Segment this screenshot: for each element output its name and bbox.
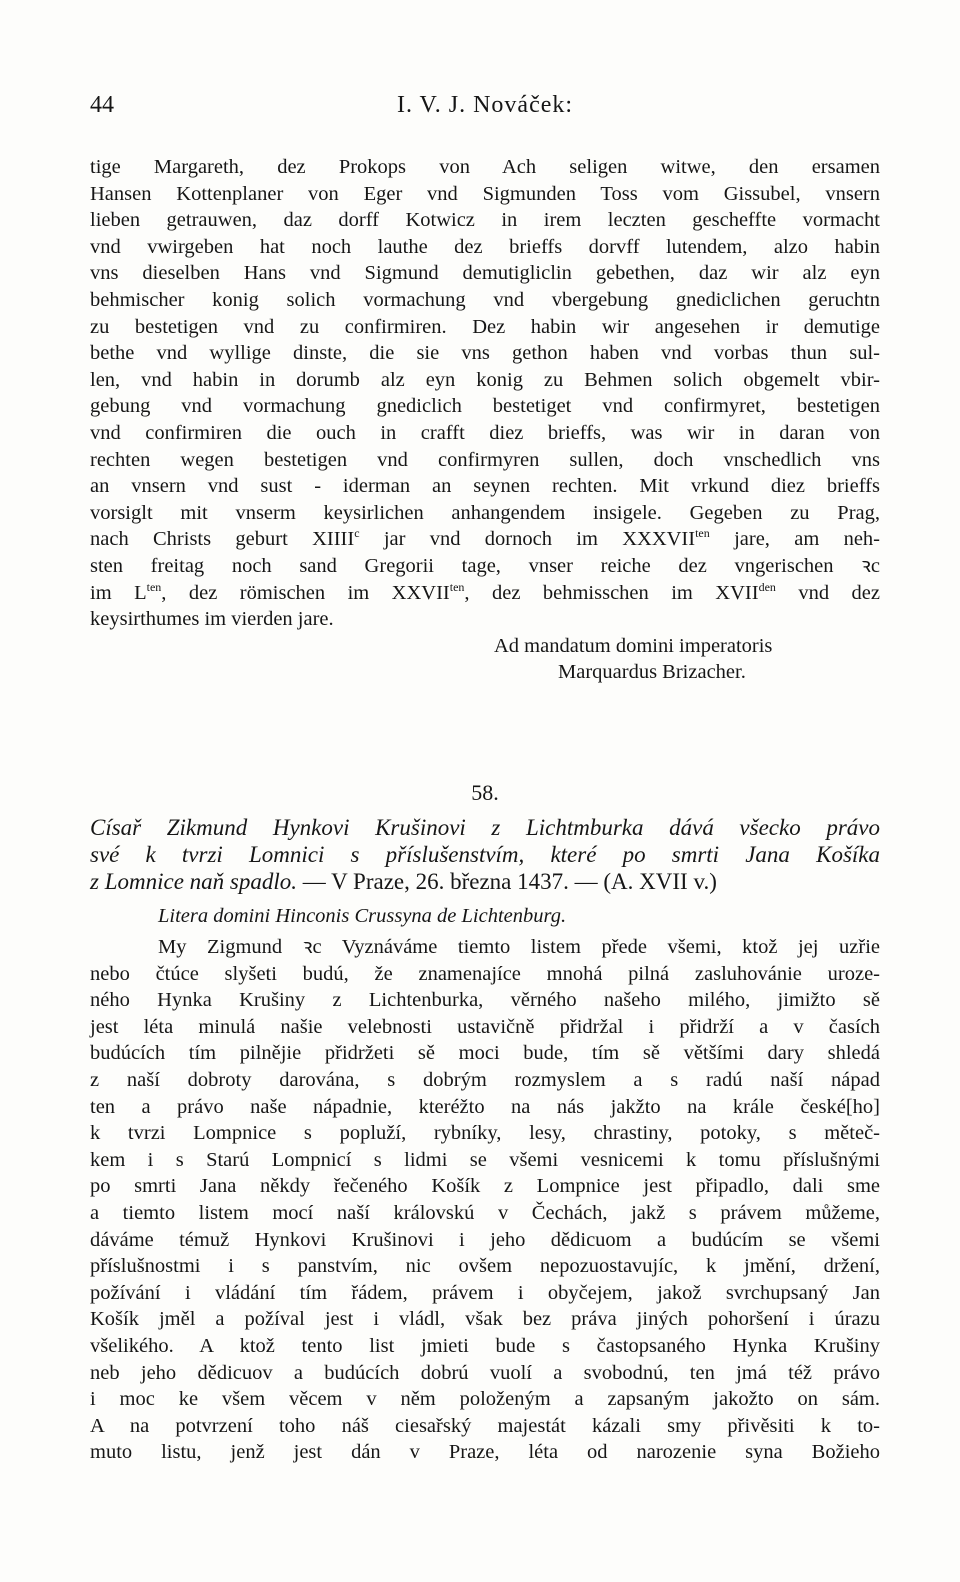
text-fragment: jar vnd dornoch im XXXVII	[359, 528, 696, 551]
text-line: budúcích tím pilnějie přidržeti sě moci bude, tím sě většími dary shledá	[90, 1042, 880, 1065]
document-address: Litera domini Hinconis Crussyna de Lichtenburg.	[158, 905, 567, 928]
text-fragment: , dez behmisschen im XVII	[464, 581, 759, 604]
title-date: — V Praze, 26. března 1437. — (A. XVII v.)	[297, 869, 717, 895]
page-header	[90, 92, 880, 126]
charter-continuation	[90, 154, 880, 686]
text-line: a tiemto listem mocí naší královskú v Čechách, jakž s právem můžeme,	[90, 1202, 880, 1224]
superscript: ten	[146, 579, 162, 594]
text-line: všelikého. A ktož tento list jmieti bude s častopsaného Hynka Krušiny	[90, 1334, 880, 1357]
text-line: požívání i vládání tím řádem, právem i obyčejem, jakož svrchupsaný Jan	[90, 1281, 880, 1304]
text-line: vorsiglt mit vnserm keysirlichen anhangendem insigele. Gegeben zu Prag,	[90, 501, 880, 524]
text-line: zu bestetigen vnd zu confirmiren. Dez habin wir angesehen ir demutige	[90, 315, 880, 338]
text-line: Košík jměl a požíval jest i vládl, však bez práva jiných pohoršení i úrazu	[90, 1308, 880, 1331]
text-fragment: vnd dez	[775, 581, 880, 604]
title-line	[90, 868, 880, 895]
running-title: I. V. J. Nováček:	[396, 92, 574, 118]
document-title	[90, 814, 880, 895]
superscript: ten	[695, 526, 710, 541]
text-line-date	[90, 526, 880, 553]
text-line: bethe vnd wyllige dinste, die sie vns gethon haben vnd vorbas thun sul-	[90, 342, 880, 365]
text-line: len, vnd habin in dorumb alz eyn konig zu Behmen solich obgemelt vbir-	[90, 368, 880, 391]
text-fragment: im L	[90, 581, 147, 604]
title-line: své k tvrzi Lomnici s příslušenstvím, které po smrti Jana Košíka	[90, 842, 880, 868]
text-line: z naší dobroty darována, s dobrým rozmyslem a s radú naší nápad	[90, 1069, 880, 1092]
text-line: dáváme témuž Hynkovi Krušinovi i jeho dědicuom a budúcím se všemi	[90, 1228, 880, 1251]
text-line: behmischer konig solich vormachung vnd vbergebung gnediclichen geruchtn	[90, 288, 880, 311]
superscript: c	[354, 526, 360, 541]
page-body	[90, 154, 880, 1466]
signature-line: Ad mandatum domini imperatoris	[494, 634, 773, 657]
text-line: keysirthumes im vierden jare.	[90, 608, 334, 631]
superscript: ten	[449, 579, 465, 594]
page-number: 44	[90, 92, 114, 118]
text-line: tige Margareth, dez Prokops von Ach seligen witwe, den ersamen	[90, 156, 880, 178]
text-line: gebung vnd vormachung gnediclich bestetiget vnd confirmyret, bestetigen	[90, 395, 880, 418]
text-line: A na potvrzení toho náš ciesařský majestát kázali smy přivěsiti k to-	[90, 1414, 880, 1437]
text-line: sten freitag noch sand Gregorii tage, vnser reiche dez vngerischen ꝛc	[90, 554, 880, 577]
document-text	[90, 934, 880, 1466]
title-line: Císař Zikmund Hynkovi Krušinovi z Lichtmburka dává všecko právo	[90, 815, 880, 841]
text-fragment: , dez römischen im XXVII	[161, 581, 450, 604]
text-line: po smrti Jana někdy řečeného Košík z Lompnice jest připadlo, dali sme	[90, 1175, 880, 1198]
text-line: neb jeho dědicuov a budúcích dobrú vuolí a svobodnú, ten jmá též právo	[90, 1361, 880, 1384]
superscript: den	[758, 579, 776, 594]
title-fragment: z Lomnice naň spadlo.	[90, 869, 297, 895]
text-line: k tvrzi Lompnice s popluží, rybníky, lesy, chrastiny, potoky, s měteč-	[90, 1122, 880, 1145]
text-line: lieben getrauwen, daz dorff Kotwicz in irem leczten gescheffte vormacht	[90, 209, 880, 232]
text-line: kem i s Starú Lompnicí s lidmi se všemi vesnicemi k tomu příslušnými	[90, 1148, 880, 1171]
document-number: 58.	[471, 779, 499, 805]
text-line: nebo čtúce slyšeti budú, že znamenajíce mnohá pilná zasluhovánie uroze-	[90, 962, 880, 985]
text-line-years	[90, 580, 880, 607]
text-line: muto listu, jenž jest dán v Praze, léta od narozenie syna Božieho	[90, 1441, 880, 1464]
signature-name: Marquardus Brizacher.	[558, 661, 746, 684]
text-fragment: jare, am neh-	[709, 528, 880, 551]
text-line: jest léta minulá našie velebnosti ustavičně přidržal i přidrží a v časích	[90, 1015, 880, 1038]
text-line: Hansen Kottenplaner von Eger vnd Sigmunden Toss vom Gissubel, vnsern	[90, 182, 880, 205]
text-line: rechten wegen bestetigen vnd confirmyren sullen, doch vnschedlich vns	[90, 448, 880, 471]
text-line: vns dieselben Hans vnd Sigmund demutigliclin gebethen, daz wir alz eyn	[90, 262, 880, 285]
text-line: My Zigmund ꝛc Vyznáváme tiemto listem přede všemi, ktož jej uzřie	[158, 936, 880, 959]
text-line: i moc ke všem věcem v něm položeným a zapsaným jakožto on sám.	[90, 1388, 880, 1411]
text-line: ného Hynka Krušiny z Lichtenburka, věrného našeho milého, jimižto sě	[90, 989, 880, 1012]
text-line: an vnsern vnd sust - iderman an seynen rechten. Mit vrkund diez brieffs	[90, 475, 880, 498]
text-line: vnd vwirgeben hat noch lauthe dez brieffs dorvff lutendem, alzo habin	[90, 235, 880, 258]
text-line: vnd confirmiren die ouch in crafft diez brieffs, was wir in daran von	[90, 421, 880, 444]
text-fragment: nach Christs geburt XIIII	[90, 528, 355, 551]
text-line: ten a právo naše nápadnie, kteréžto na nás jakžto na krále české[ho]	[90, 1095, 880, 1118]
text-line: příslušnostmi i s panstvím, nic ovšem nepozuostavujíc, k jmění, držení,	[90, 1255, 880, 1278]
